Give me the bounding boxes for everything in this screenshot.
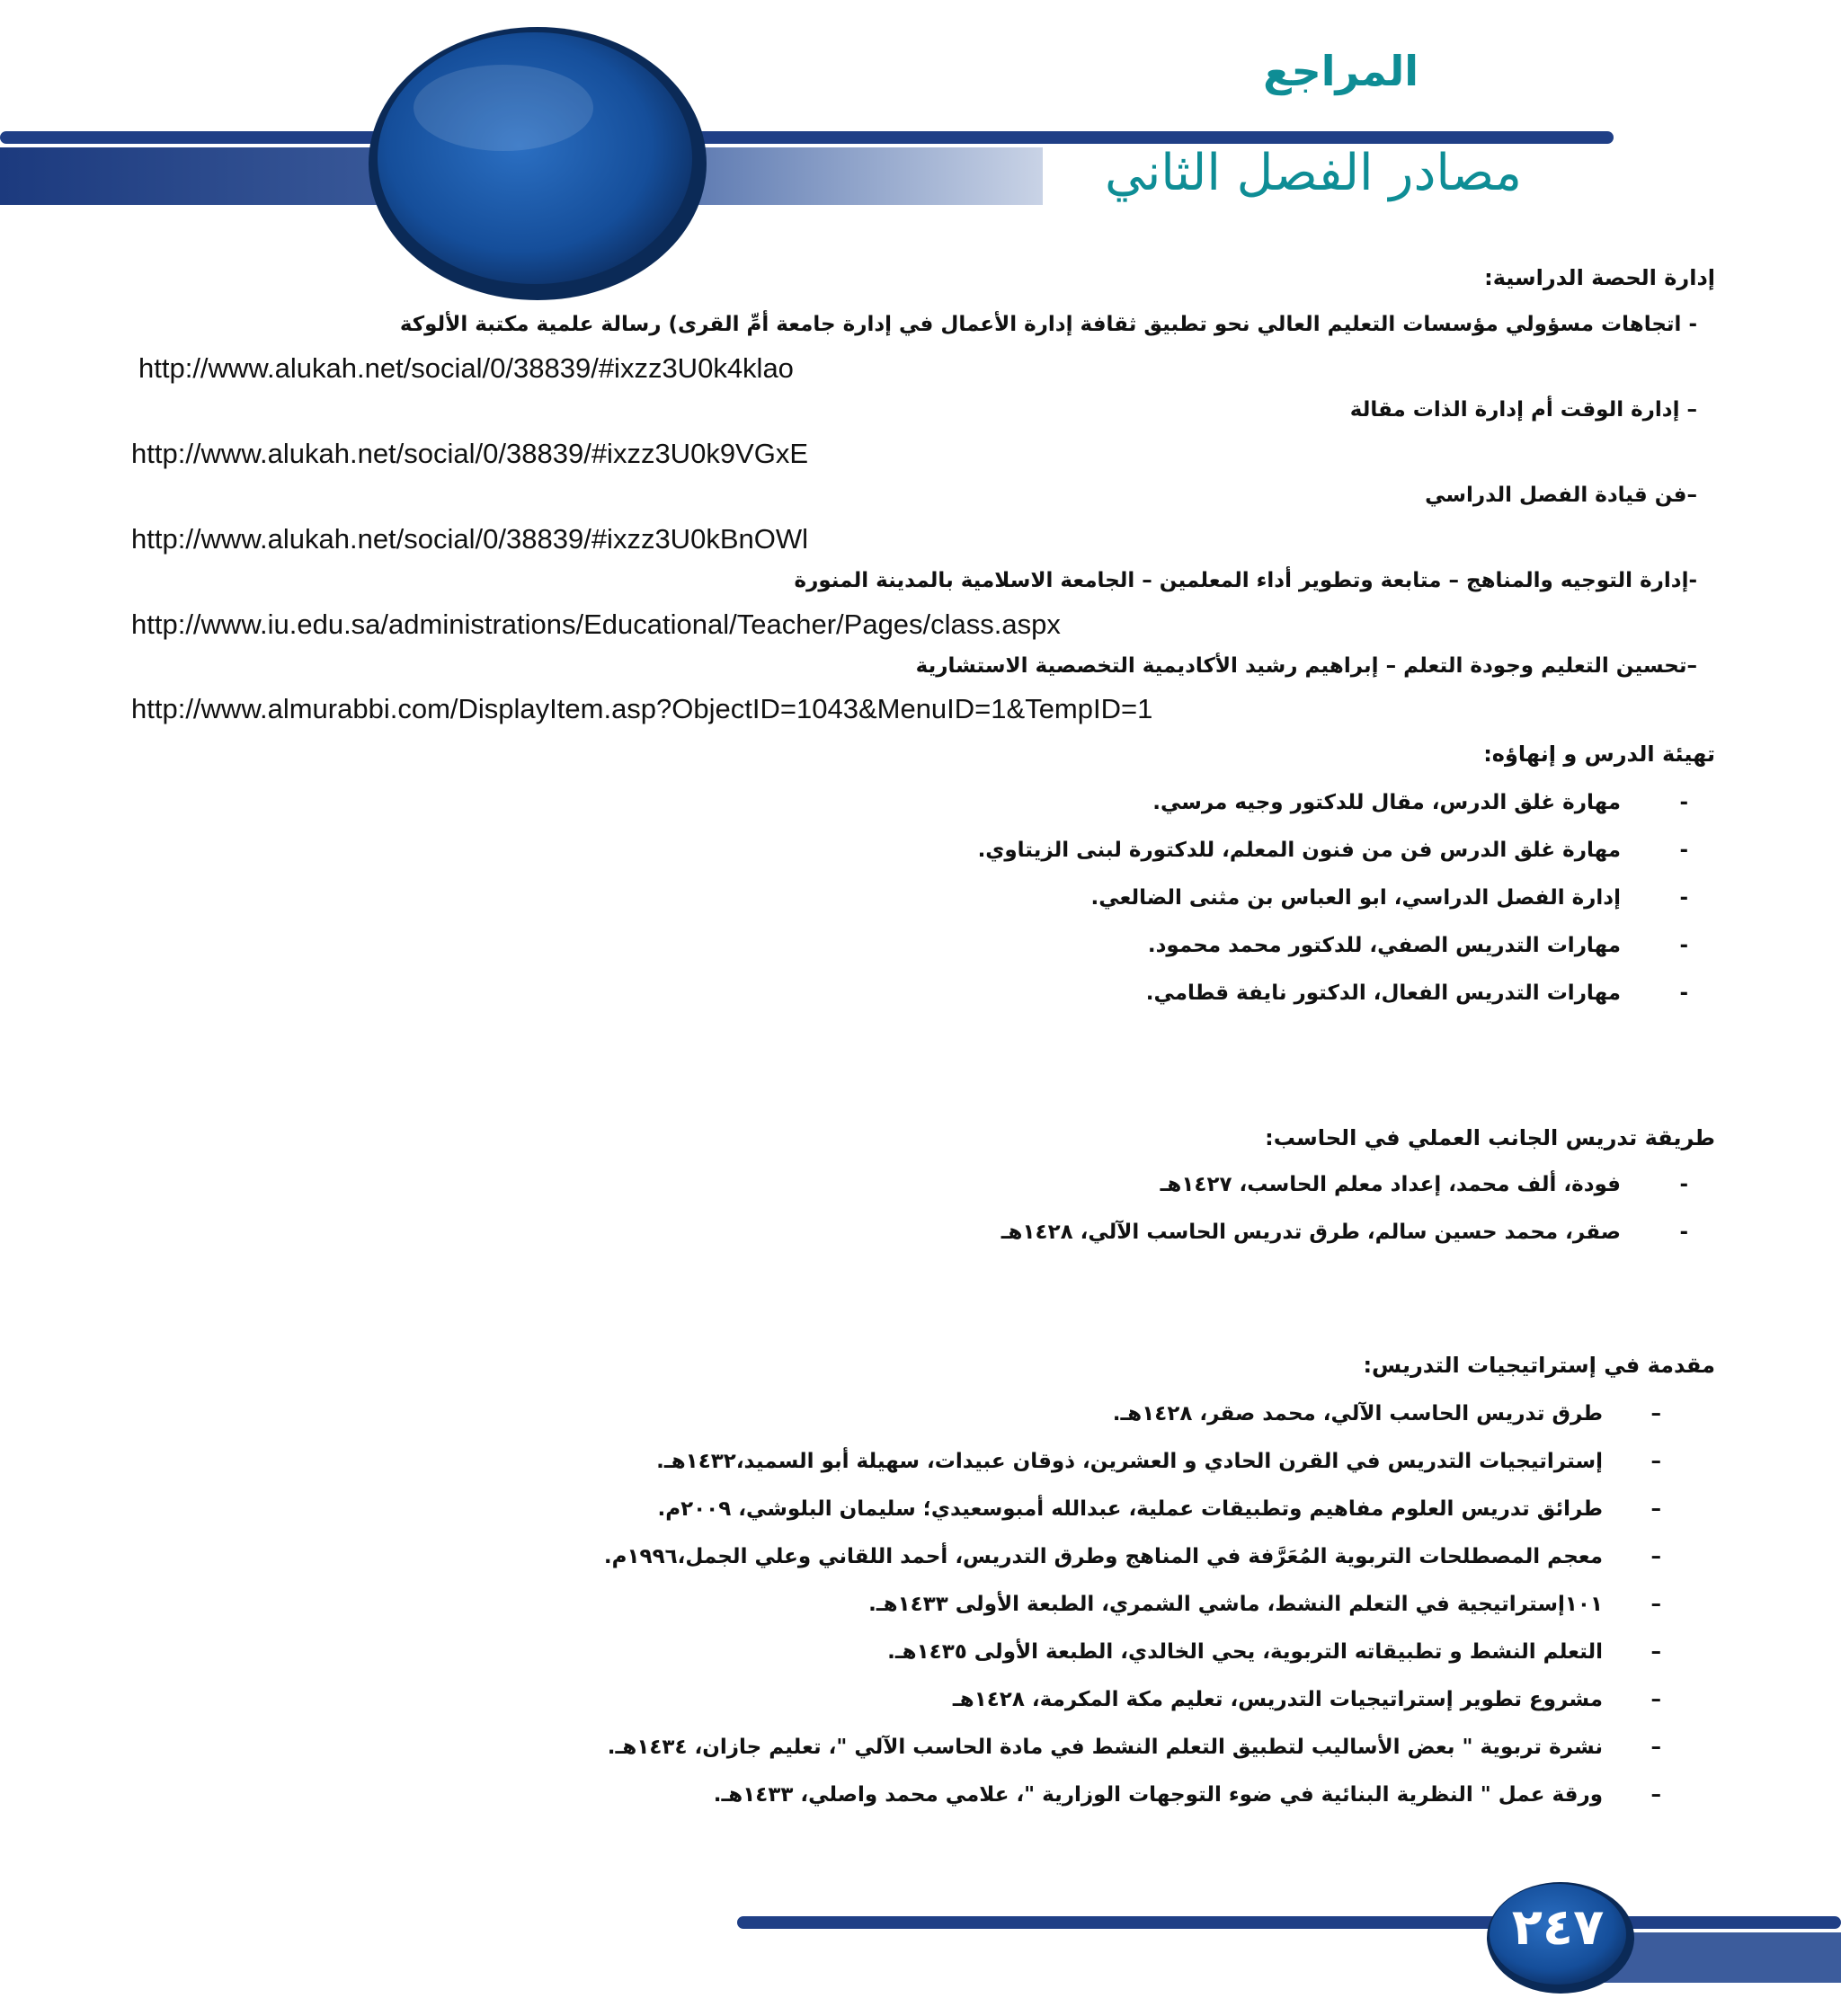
list-item: فودة، ألف محمد، إعداد معلم الحاسب، ١٤٢٧هـ	[1160, 1173, 1621, 1196]
header-decoration	[0, 0, 1841, 306]
list-item: معجم المصطلحات التربوية المُعَرَّفة في المناهج وطرق التدريس، أحمد اللقاني وعلي الجمل،١٩٩٦م.	[603, 1545, 1603, 1568]
bullet-dash: -	[1679, 1221, 1688, 1244]
bullet-dash: -	[1679, 1173, 1688, 1196]
list-item: التعلم النشط و تطبيقاته التربوية، يحي الخالدي، الطبعة الأولى ١٤٣٥هـ.	[887, 1640, 1603, 1664]
bullet-dash: –	[1650, 1402, 1661, 1425]
list-item: نشرة تربوية " بعض الأساليب لتطبيق التعلم النشط في مادة الحاسب الآلي "، تعليم جازان، ١٤٣٤هـ.	[607, 1736, 1603, 1759]
bullet-dash: -	[1679, 791, 1688, 814]
bullet-dash: -	[1679, 934, 1688, 957]
list-item: مهارة غلق الدرس فن من فنون المعلم، للدكتورة لبنى الزيتاوي.	[977, 839, 1621, 862]
list-item: طرائق تدريس العلوم مفاهيم وتطبيقات عملية، عبدالله أمبوسعيدي؛ سليمان البلوشي، ٢٠٠٩م.	[657, 1497, 1603, 1521]
list-item: مشروع تطوير إستراتيجيات التدريس، تعليم مكة المكرمة، ١٤٢٨هـ	[952, 1688, 1603, 1711]
reference-url[interactable]: http://www.alukah.net/social/0/38839/#ixzz3U0k9VGxE	[131, 438, 809, 469]
list-item: إستراتيجيات التدريس في القرن الحادي و العشرين، ذوقان عبيدات، سهيلة أبو السميد،١٤٣٢هـ.	[656, 1450, 1603, 1473]
bullet-dash: –	[1650, 1450, 1661, 1473]
list-item: ورقة عمل " النظرية البنائية في ضوء التوجهات الوزارية "، علامي محمد واصلي، ١٤٣٣هـ.	[713, 1783, 1603, 1807]
bullet-dash: –	[1650, 1688, 1661, 1711]
list-item: مهارة غلق الدرس، مقال للدكتور وجيه مرسي.	[1152, 791, 1621, 814]
reference-url[interactable]: http://www.alukah.net/social/0/38839/#ixzz3U0k4klao	[138, 352, 794, 384]
reference-line: - اتجاهات مسؤولي مؤسسات التعليم العالي نحو تطبيق ثقافة إدارة الأعمال في إدارة جامعة أمِّ القرى) رسالة علمية مكتبة الألوكة	[399, 313, 1697, 336]
footer-band	[737, 1916, 1841, 1929]
section-heading-teaching-strategies: مقدمة في إستراتيجيات التدريس:	[1363, 1353, 1715, 1378]
list-item: ١٠١إستراتيجية في التعلم النشط، ماشي الشمري، الطبعة الأولى ١٤٣٣هـ.	[868, 1593, 1603, 1616]
section-heading-practical-teaching: طريقة تدريس الجانب العملي في الحاسب:	[1265, 1125, 1715, 1150]
bullet-dash: –	[1650, 1593, 1661, 1616]
reference-line: –فن قيادة الفصل الدراسي	[1425, 484, 1697, 507]
reference-url[interactable]: http://www.alukah.net/social/0/38839/#ixzz3U0kBnOWl	[131, 523, 808, 555]
bullet-dash: -	[1679, 886, 1688, 910]
reference-line: – إدارة الوقت أم إدارة الذات مقالة	[1349, 398, 1697, 422]
bullet-dash: –	[1650, 1497, 1661, 1521]
page-number: ٢٤٧	[1511, 1898, 1605, 1957]
list-item: طرق تدريس الحاسب الآلي، محمد صقر، ١٤٢٨هـ.	[1112, 1402, 1603, 1425]
list-item: مهارات التدريس الفعال، الدكتور نايفة قطامي.	[1145, 981, 1621, 1005]
bullet-dash: -	[1679, 981, 1688, 1005]
reference-line: –تحسين التعليم وجودة التعلم – إبراهيم رشيد الأكاديمية التخصصية الاستشارية	[915, 654, 1697, 678]
section-heading-classroom-management: إدارة الحصة الدراسية:	[1484, 265, 1715, 290]
list-item: صقر، محمد حسين سالم، طرق تدريس الحاسب الآلي، ١٤٢٨هـ	[1001, 1221, 1621, 1244]
reference-url[interactable]: http://www.iu.edu.sa/administrations/Educational/Teacher/Pages/class.aspx	[131, 608, 1061, 640]
header-top-band	[0, 131, 1614, 144]
reference-url[interactable]: http://www.almurabbi.com/DisplayItem.asp?ObjectID=1043&MenuID=1&TempID=1	[131, 693, 1153, 724]
header-title: المراجع	[1263, 47, 1419, 95]
section-heading-lesson-intro: تهيئة الدرس و إنهاؤه:	[1483, 742, 1715, 767]
bullet-dash: –	[1650, 1736, 1661, 1759]
bullet-dash: –	[1650, 1640, 1661, 1664]
chapter-subtitle: مصادر الفصل الثاني	[1105, 144, 1522, 202]
list-item: إدارة الفصل الدراسي، ابو العباس بن مثنى الضالعي.	[1090, 886, 1621, 910]
header-globe-highlight	[414, 65, 593, 151]
list-item: مهارات التدريس الصفي، للدكتور محمد محمود.	[1147, 934, 1621, 957]
reference-line: -إدارة التوجيه والمناهج – متابعة وتطوير أداء المعلمين – الجامعة الاسلامية بالمدينة المنورة	[794, 569, 1697, 592]
bullet-dash: -	[1679, 839, 1688, 862]
bullet-dash: –	[1650, 1545, 1661, 1568]
bullet-dash: –	[1650, 1783, 1661, 1807]
